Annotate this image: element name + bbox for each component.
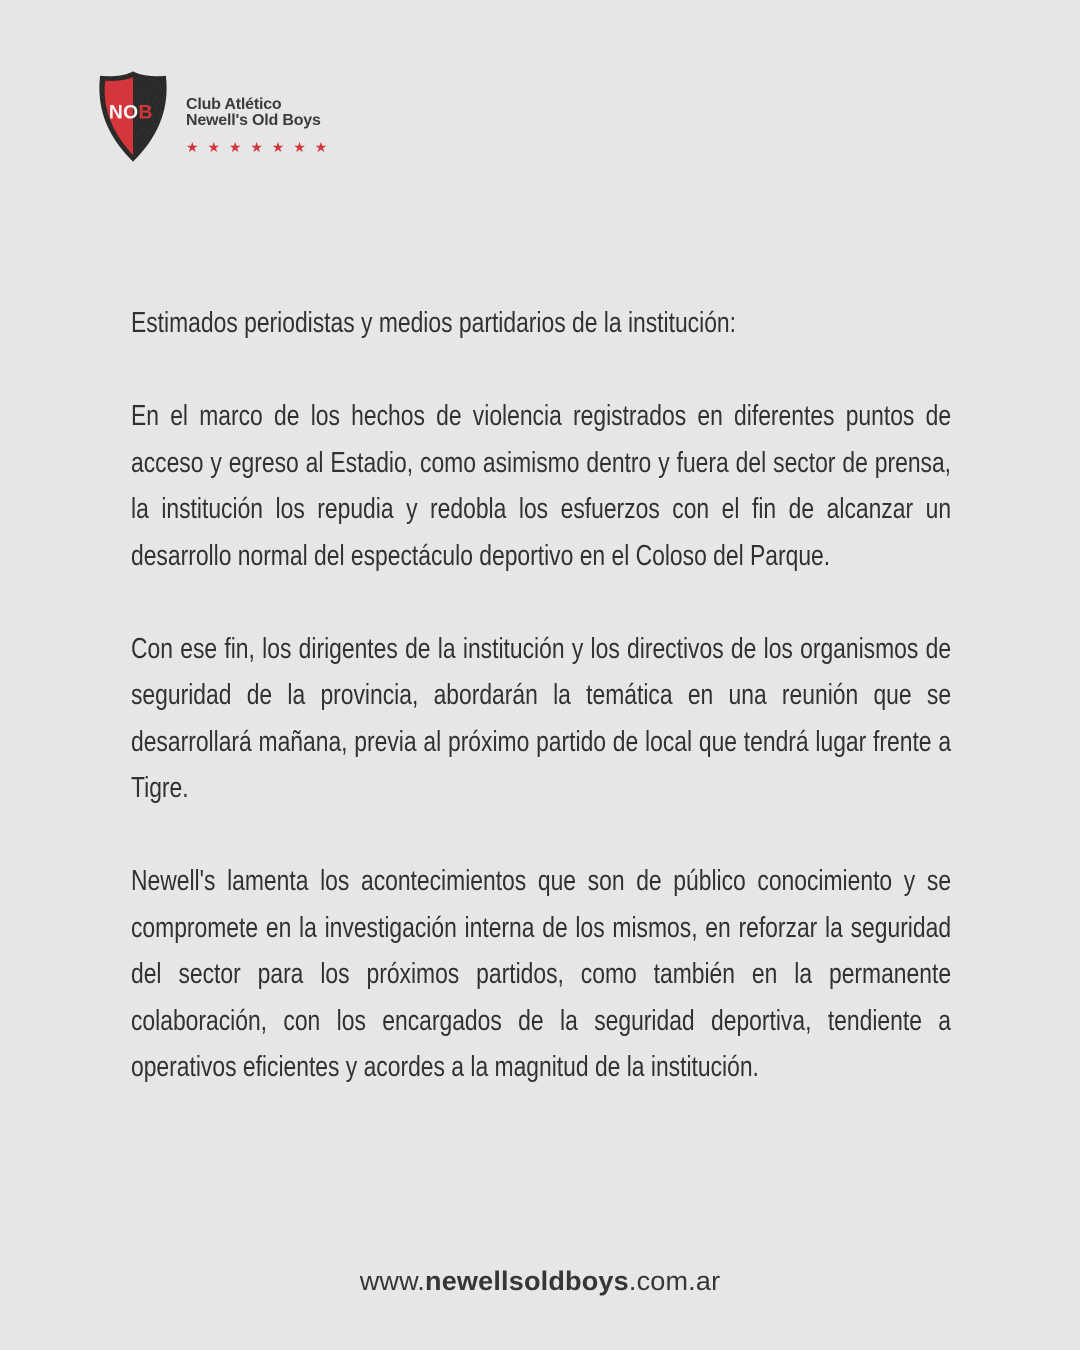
paragraph-context: En el marco de los hechos de violencia registrados en diferentes puntos de acceso y egreso al Estadio, como asimismo dentro y fuera del sector de prensa, la institución los repudia y redobla los esfuerzos con el fin de alcanzar un desarrollo normal del espectáculo deportivo en el Coloso del Parque. <box>131 400 952 572</box>
paragraph-greeting: Estimados periodistas y medios partidarios de la institución: <box>131 307 736 339</box>
statement-body <box>131 300 951 1091</box>
url-prefix: www. <box>359 1266 426 1296</box>
paragraph-commitment: Newell's lamenta los acontecimientos que son de público conocimiento y se compromete en la investigación interna de los mismos, en reforzar la seguridad del sector para los próximos partidos, como también en la permanente colaboración, con los encargados de la seguridad deportiva, tendiente a operativos eficientes y acordes a la magnitud de la institución. <box>131 865 952 1083</box>
star-row-icon: ★ ★ ★ ★ ★ ★ ★ <box>186 139 330 155</box>
url-domain: newellsoldboys <box>425 1266 629 1296</box>
website-footer <box>0 1266 1080 1296</box>
club-header <box>97 70 330 163</box>
paragraph-meeting: Con ese fin, los dirigentes de la institución y los directivos de los organismos de seguridad de la provincia, abordarán la temática en una reunión que se desarrollará mañana, previa al próximo partido de local que tendrá lugar frente a Tigre. <box>131 632 952 804</box>
club-name-block <box>186 97 330 163</box>
club-name-line2: Newell's Old Boys <box>186 112 321 129</box>
crest-nob-letters: NOB <box>108 102 153 124</box>
club-name-line1: Club Atlético <box>186 96 282 113</box>
url-suffix: .com.ar <box>628 1266 721 1296</box>
statement-text-block <box>131 300 951 1091</box>
club-crest-icon <box>97 70 169 163</box>
